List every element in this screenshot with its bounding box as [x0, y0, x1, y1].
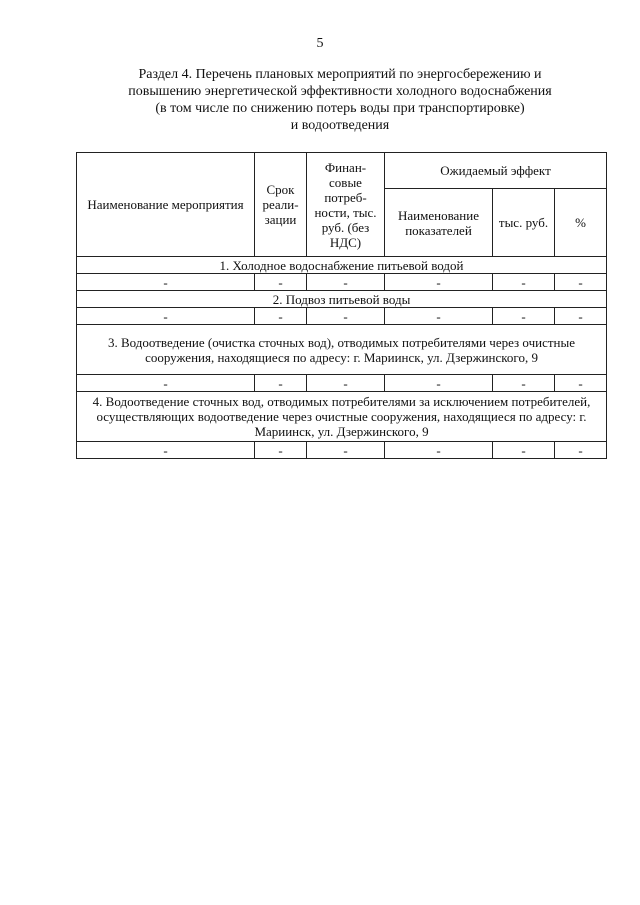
cell-indicator: -: [385, 308, 493, 325]
cell-term: -: [255, 308, 307, 325]
table-row: [77, 274, 607, 291]
section-heading-4: 4. Водоотведение сточных вод, отводимых потребителями за исключением потребителей, осуществляющих водоотведение через очистные сооружения, находящиеся по адресу: г. Мариинск, ул. Дзержинского, 9: [77, 392, 607, 442]
cell-thousand-rub: -: [493, 308, 555, 325]
cell-indicator: -: [385, 274, 493, 291]
table-row: [77, 442, 607, 459]
cell-indicator: -: [385, 375, 493, 392]
title-line: Раздел 4. Перечень плановых мероприятий по энергосбережению и: [138, 67, 542, 82]
table-row: [77, 375, 607, 392]
header-finance: Финан-совые потреб-ности, тыс. руб. (без НДС): [307, 153, 385, 257]
section-heading-3: 3. Водоотведение (очистка сточных вод), отводимых потребителями через очистные сооружения, находящиеся по адресу: г. Мариинск, ул. Дзержинского, 9: [77, 325, 607, 375]
cell-percent: -: [555, 442, 607, 459]
section-title: [90, 66, 590, 134]
title-line: (в том числе по снижению потерь воды при транспортировке): [155, 101, 525, 116]
cell-thousand-rub: -: [493, 274, 555, 291]
cell-name: -: [77, 442, 255, 459]
measures-table: [76, 152, 607, 459]
title-line: и водоотведения: [290, 118, 390, 133]
cell-percent: -: [555, 274, 607, 291]
table-row: [77, 308, 607, 325]
cell-thousand-rub: -: [493, 375, 555, 392]
header-expected-effect: Ожидаемый эффект: [385, 153, 607, 189]
cell-term: -: [255, 375, 307, 392]
cell-finance: -: [307, 308, 385, 325]
page-number: 5: [316, 36, 324, 51]
cell-term: -: [255, 274, 307, 291]
header-indicator-name: Наименование показателей: [385, 189, 493, 257]
cell-name: -: [77, 308, 255, 325]
header-term: Срок реали-зации: [255, 153, 307, 257]
section-heading-2: 2. Подвоз питьевой воды: [77, 291, 607, 308]
cell-term: -: [255, 442, 307, 459]
section-heading-1: 1. Холодное водоснабжение питьевой водой: [77, 257, 607, 274]
header-percent: %: [555, 189, 607, 257]
cell-finance: -: [307, 274, 385, 291]
cell-percent: -: [555, 308, 607, 325]
cell-name: -: [77, 274, 255, 291]
cell-indicator: -: [385, 442, 493, 459]
cell-thousand-rub: -: [493, 442, 555, 459]
cell-finance: -: [307, 375, 385, 392]
header-thousand-rub: тыс. руб.: [493, 189, 555, 257]
cell-percent: -: [555, 375, 607, 392]
title-line: повышению энергетической эффективности холодного водоснабжения: [128, 84, 552, 99]
header-measure-name: Наименование мероприятия: [77, 153, 255, 257]
cell-finance: -: [307, 442, 385, 459]
cell-name: -: [77, 375, 255, 392]
